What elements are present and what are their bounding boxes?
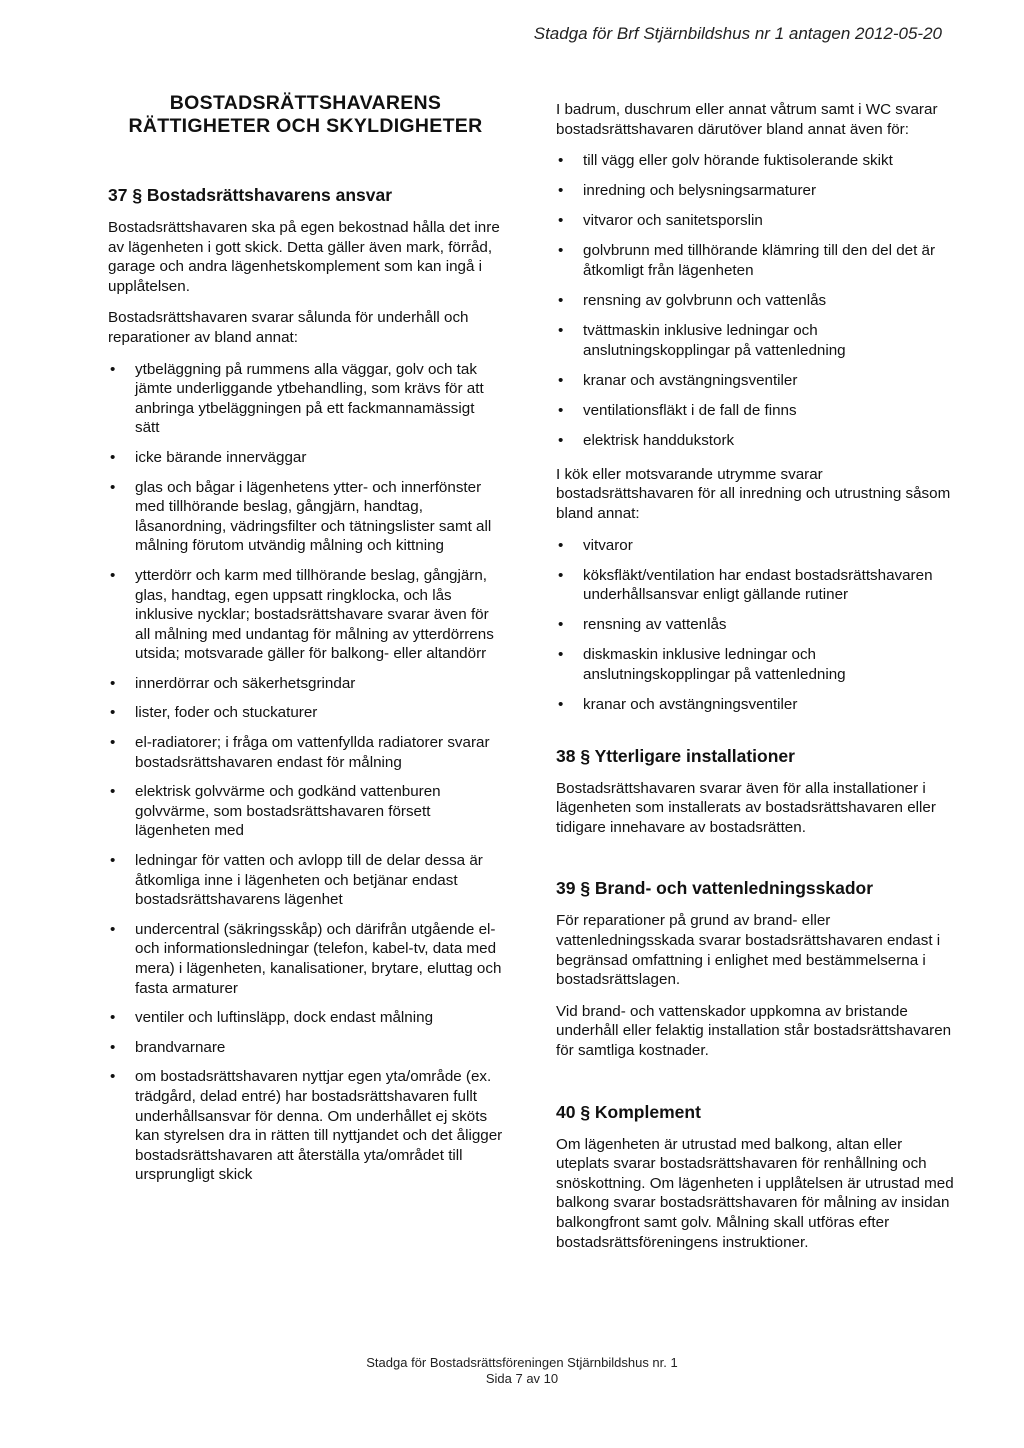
section-38 (556, 745, 956, 838)
list-item: • vitvaror och sanitetsporslin (556, 211, 956, 231)
section-40-paragraph-1: Om lägenheten är utrustad med balkong, altan eller uteplats svarar bostadsrättshavaren för renhållning och snöskottning. Om lägenheten i upplåtelsen är utrustad med balkong svarar bostadsrättshavaren för målning av insidan balkongfront samt golv. Målning skall utföras efter bostadsrättsföreningens instruktioner. (556, 1135, 954, 1251)
page-header: Stadga för Brf Stjärnbildshus nr 1 antagen 2012-05-20 (533, 24, 942, 43)
list-item: • rensning av vattenlås (556, 615, 956, 635)
list-item: • golvbrunn med tillhörande klämring till den del det är åtkomligt från lägenheten (556, 241, 956, 280)
list-item: • inredning och belysningsarmaturer (556, 181, 956, 201)
list-item: • elektrisk handdukstork (556, 431, 956, 451)
list-item: • kranar och avstängningsventiler (556, 371, 956, 391)
list-item: • elektrisk golvvärme och godkänd vattenburen golvvärme, som bostadsrättshavaren försett lägenheten med (108, 782, 503, 841)
list-item: • glas och bågar i lägenhetens ytter- och innerfönster med tillhörande beslag, gångjärn, handtag, låsanordning, vädringsfilter och tätningslister samt all målning förutom utvändig målning och kittning (108, 478, 503, 556)
maintenance-list (108, 360, 503, 1185)
list-item: • vitvaror (556, 536, 956, 556)
list-item: • icke bärande innerväggar (108, 448, 503, 468)
list-item: • ventilationsfläkt i de fall de finns (556, 401, 956, 421)
list-item: • till vägg eller golv hörande fuktisolerande skikt (556, 151, 956, 171)
list-item: • ytterdörr och karm med tillhörande beslag, gångjärn, glas, handtag, egen uppsatt ringklocka, och lås inklusive nycklar; bostadsrättshavare svarar även för all målning med undantag för målning av ytterdörrens utsida; motsvarade gäller för balkong- eller altandörr (108, 566, 503, 664)
right-column (556, 100, 956, 1264)
list-item: • ventiler och luftinsläpp, dock endast målning (108, 1008, 503, 1028)
kitchen-list (556, 536, 956, 715)
bathroom-intro: I badrum, duschrum eller annat våtrum samt i WC svarar bostadsrättshavaren därutöver bland annat även för: (556, 101, 938, 138)
page-title-line2: RÄTTIGHETER OCH SKYLDIGHETER (128, 115, 483, 137)
section-40-heading: 40 § Komplement (556, 1101, 701, 1122)
list-item: • rensning av golvbrunn och vattenlås (556, 291, 956, 311)
list-item: • köksfläkt/ventilation har endast bostadsrättshavaren underhållsansvar enligt gällande rutiner (556, 566, 956, 605)
list-item: • kranar och avstängningsventiler (556, 695, 956, 715)
kitchen-intro: I kök eller motsvarande utrymme svarar bostadsrättshavaren för all inredning och utrustning såsom bland annat: (556, 465, 951, 522)
section-38-paragraph-1: Bostadsrättshavaren svarar även för alla installationer i lägenheten som installerats av bostadsrättshavaren eller tidigare innehavare av bostadsrätten. (556, 779, 936, 836)
section-40 (556, 1101, 956, 1253)
section-37-heading: 37 § Bostadsrättshavarens ansvar (108, 185, 393, 205)
page-title (108, 92, 503, 138)
section-39-heading: 39 § Brand- och vattenledningsskador (556, 878, 874, 899)
bathroom-list (556, 151, 956, 451)
list-item: • tvättmaskin inklusive ledningar och anslutningskopplingar på vattenledning (556, 321, 956, 360)
section-39 (556, 877, 956, 1060)
list-item: • diskmaskin inklusive ledningar och anslutningskopplingar på vattenledning (556, 645, 956, 684)
left-column (108, 92, 503, 1199)
list-item: • ledningar för vatten och avlopp till de delar dessa är åtkomliga inne i lägenheten och betjänar endast bostadsrättshavarens lägenhet (108, 851, 503, 910)
page-footer (0, 1355, 1024, 1387)
section-37-paragraph-1: Bostadsrättshavaren ska på egen bekostnad hålla det inre av lägenheten i gott skick. Detta gäller även mark, förråd, garage och andra lägenhetskomplement som kan ingå i upplåtelsen. (108, 219, 500, 295)
section-39-paragraph-1: För reparationer på grund av brand- eller vattenledningsskada svarar bostadsrättshavaren endast i begränsad omfattning i enlighet med bestämmelserna i bostadsrättslagen. (556, 912, 941, 989)
list-item: • el-radiatorer; i fråga om vattenfyllda radiatorer svarar bostadsrättshavaren endast för målning (108, 733, 503, 772)
section-38-heading: 38 § Ytterligare installationer (556, 745, 795, 766)
page-title-line1: BOSTADSRÄTTSHAVARENS (169, 92, 442, 114)
section-39-paragraph-2: Vid brand- och vattenskador uppkomna av bristande underhåll eller felaktig installation står bostadsrättshavaren för samtliga kostnader. (556, 1002, 952, 1059)
footer-title: Stadga för Bostadsrättsföreningen Stjärnbildshus nr. 1 (366, 1355, 678, 1370)
list-item: • om bostadsrättshavaren nyttjar egen yta/område (ex. trädgård, delad entré) har bostadsrättshavaren fullt underhållsansvar för denna. Om underhållet ej sköts kan styrelsen dra in rätten till nyttjandet och det åligger bostadsrättshavaren att återställa yta/området till ursprungligt skick (108, 1067, 503, 1185)
section-37-paragraph-2: Bostadsrättshavaren svarar sålunda för underhåll och reparationer av bland annat: (108, 309, 469, 346)
list-item: • innerdörrar och säkerhetsgrindar (108, 674, 503, 694)
page-number: Sida 7 av 10 (485, 1371, 559, 1386)
list-item: • ytbeläggning på rummens alla väggar, golv och tak jämte underliggande ytbehandling, som krävs för att anbringa ytbeläggningen på ett fackmannamässigt sätt (108, 360, 503, 438)
list-item: • brandvarnare (108, 1038, 503, 1058)
list-item: • undercentral (säkringsskåp) och därifrån utgående el- och informationsledningar (telefon, kabel-tv, data med mera) i lägenheten, kanalisationer, brytare, eluttag och fasta armaturer (108, 920, 503, 998)
list-item: • lister, foder och stuckaturer (108, 703, 503, 723)
